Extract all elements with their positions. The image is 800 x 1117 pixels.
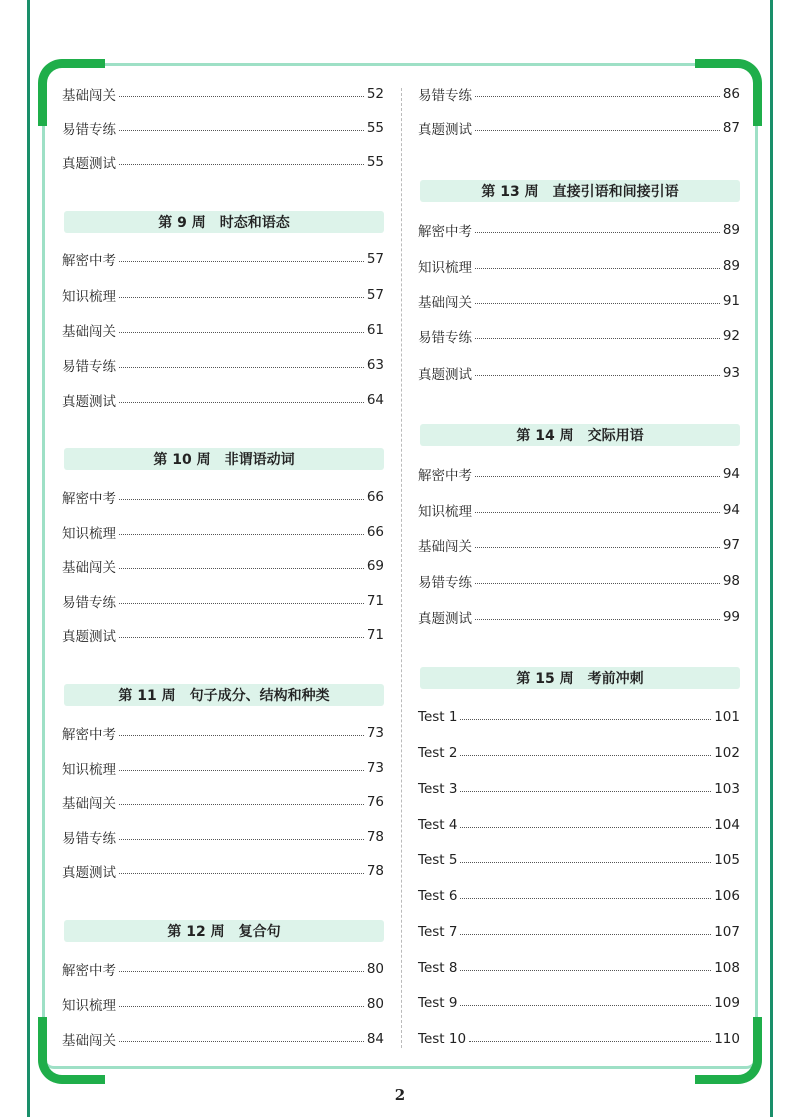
toc-entry (62, 355, 384, 375)
toc-entry-page: 94 (722, 502, 740, 518)
toc-dot-leader (119, 603, 364, 604)
toc-dot-leader (475, 547, 720, 548)
section-week-number: 第 13 周 (481, 184, 539, 200)
toc-entry-page: 97 (722, 537, 740, 553)
toc-dot-leader (119, 367, 364, 368)
toc-entry-page: 76 (366, 794, 384, 810)
toc-entry-page: 103 (714, 781, 740, 797)
toc-dot-leader (119, 164, 364, 165)
toc-dot-leader (119, 499, 364, 500)
section-header (420, 424, 740, 446)
toc-entry (418, 256, 740, 276)
toc-entry (418, 1029, 740, 1049)
toc-entry-label: 解密中考 (62, 963, 116, 979)
toc-entry-label: 基础闯关 (62, 324, 116, 340)
toc-entry (418, 779, 740, 799)
toc-entry-page: 92 (722, 328, 740, 344)
toc-entry-page: 64 (366, 392, 384, 408)
toc-dot-leader (475, 476, 720, 477)
toc-entry-page: 73 (366, 725, 384, 741)
toc-entry-label: Test 6 (418, 888, 458, 904)
toc-entry-label: 易错专练 (418, 575, 472, 591)
toc-entry (62, 792, 384, 812)
toc-entry-label: Test 4 (418, 817, 458, 833)
section-header (64, 920, 384, 942)
toc-entry-page: 66 (366, 489, 384, 505)
toc-dot-leader (119, 332, 364, 333)
toc-entry (418, 220, 740, 240)
toc-entry (62, 320, 384, 340)
toc-dot-leader (460, 970, 711, 971)
toc-entry (62, 758, 384, 778)
toc-entry-page: 101 (714, 709, 740, 725)
section-title: 交际用语 (587, 428, 644, 444)
toc-entry-label: 基础闯关 (418, 295, 472, 311)
toc-entry-page: 78 (366, 829, 384, 845)
toc-entry (418, 571, 740, 591)
toc-entry (62, 118, 384, 138)
toc-dot-leader (460, 719, 711, 720)
toc-entry-page: 63 (366, 357, 384, 373)
toc-entry (62, 249, 384, 269)
toc-dot-leader (475, 375, 720, 376)
section-title: 考前冲刺 (587, 671, 644, 687)
toc-entry (62, 959, 384, 979)
toc-dot-leader (475, 303, 720, 304)
page-number: 2 (394, 1086, 406, 1104)
toc-dot-leader (119, 873, 364, 874)
toc-dot-leader (119, 261, 364, 262)
frame-corner-bottom-right (695, 1017, 762, 1084)
toc-dot-leader (119, 770, 364, 771)
toc-dot-leader (119, 1041, 364, 1042)
toc-entry (62, 487, 384, 507)
toc-entry-page: 57 (366, 287, 384, 303)
toc-dot-leader (119, 130, 364, 131)
toc-entry (62, 522, 384, 542)
toc-dot-leader (119, 1006, 364, 1007)
toc-dot-leader (119, 839, 364, 840)
toc-dot-leader (119, 534, 364, 535)
toc-entry-label: 解密中考 (62, 253, 116, 269)
toc-entry (62, 723, 384, 743)
toc-entry (418, 363, 740, 383)
toc-entry-label: Test 10 (418, 1031, 467, 1047)
toc-dot-leader (475, 338, 720, 339)
toc-entry-label: 易错专练 (418, 88, 472, 104)
toc-entry-page: 98 (722, 573, 740, 589)
toc-dot-leader (119, 637, 364, 638)
toc-dot-leader (460, 934, 711, 935)
toc-entry-label: 易错专练 (62, 122, 116, 138)
toc-entry-label: 易错专练 (62, 595, 116, 611)
toc-dot-leader (460, 791, 711, 792)
toc-entry-page: 55 (366, 154, 384, 170)
toc-entry-label: 知识梳理 (418, 504, 472, 520)
section-week-number: 第 15 周 (516, 671, 574, 687)
toc-entry (62, 84, 384, 104)
toc-entry-label: Test 8 (418, 960, 458, 976)
frame-corner-bottom-left (38, 1017, 105, 1084)
toc-entry (62, 994, 384, 1014)
toc-entry (62, 390, 384, 410)
page-edge-left (27, 0, 30, 1117)
toc-dot-leader (119, 971, 364, 972)
section-header (64, 684, 384, 706)
toc-entry-label: 知识梳理 (418, 260, 472, 276)
section-header (64, 448, 384, 470)
toc-entry-page: 94 (722, 466, 740, 482)
toc-entry (418, 326, 740, 346)
section-week-number: 第 12 周 (167, 924, 225, 940)
toc-entry-label: 真题测试 (62, 865, 116, 881)
toc-entry-page: 110 (714, 1031, 740, 1047)
section-title: 直接引语和间接引语 (552, 184, 679, 200)
toc-dot-leader (475, 619, 720, 620)
toc-entry-page: 55 (366, 120, 384, 136)
section-title: 句子成分、结构和种类 (189, 688, 330, 704)
toc-entry-label: 知识梳理 (62, 526, 116, 542)
toc-entry (418, 886, 740, 906)
section-week-number: 第 14 周 (516, 428, 574, 444)
toc-dot-leader (460, 1005, 711, 1006)
toc-entry-label: Test 5 (418, 852, 458, 868)
section-header (420, 667, 740, 689)
toc-entry (62, 152, 384, 172)
toc-dot-leader (475, 512, 720, 513)
toc-entry-label: 知识梳理 (62, 762, 116, 778)
page-edge-right (770, 0, 773, 1117)
column-divider (401, 88, 402, 1048)
toc-entry (418, 993, 740, 1013)
toc-entry-page: 89 (722, 222, 740, 238)
toc-dot-leader (119, 402, 364, 403)
toc-entry-page: 73 (366, 760, 384, 776)
toc-entry-label: 真题测试 (62, 394, 116, 410)
toc-dot-leader (475, 96, 720, 97)
toc-entry-page: 93 (722, 365, 740, 381)
toc-entry-label: 真题测试 (62, 629, 116, 645)
toc-entry-label: 基础闯关 (62, 560, 116, 576)
toc-entry-label: 真题测试 (418, 367, 472, 383)
section-week-number: 第 9 周 (158, 215, 206, 231)
toc-entry-label: 基础闯关 (418, 539, 472, 555)
toc-entry-page: 71 (366, 593, 384, 609)
toc-entry-label: 知识梳理 (62, 289, 116, 305)
toc-entry-page: 52 (366, 86, 384, 102)
toc-entry (62, 861, 384, 881)
toc-dot-leader (475, 268, 720, 269)
toc-entry (418, 815, 740, 835)
toc-dot-leader (460, 827, 711, 828)
toc-entry (418, 464, 740, 484)
toc-dot-leader (119, 804, 364, 805)
toc-entry-page: 84 (366, 1031, 384, 1047)
toc-entry-label: 真题测试 (62, 156, 116, 172)
toc-entry-page: 61 (366, 322, 384, 338)
toc-entry (62, 285, 384, 305)
toc-entry-page: 91 (722, 293, 740, 309)
toc-entry-label: 解密中考 (62, 491, 116, 507)
toc-entry (418, 958, 740, 978)
toc-entry (418, 291, 740, 311)
toc-entry-label: Test 1 (418, 709, 458, 725)
toc-entry-page: 106 (714, 888, 740, 904)
section-title: 非谓语动词 (224, 452, 295, 468)
toc-entry-page: 107 (714, 924, 740, 940)
toc-entry (62, 827, 384, 847)
toc-dot-leader (460, 898, 711, 899)
toc-entry-page: 108 (714, 960, 740, 976)
toc-entry (418, 850, 740, 870)
toc-entry-page: 57 (366, 251, 384, 267)
toc-entry (418, 118, 740, 138)
toc-entry (62, 625, 384, 645)
toc-entry-page: 99 (722, 609, 740, 625)
section-title: 复合句 (238, 924, 281, 940)
toc-entry (418, 84, 740, 104)
toc-entry-page: 80 (366, 996, 384, 1012)
toc-dot-leader (460, 862, 711, 863)
toc-entry-page: 66 (366, 524, 384, 540)
toc-dot-leader (119, 735, 364, 736)
toc-entry-label: 基础闯关 (62, 88, 116, 104)
toc-entry-label: 解密中考 (62, 727, 116, 743)
toc-entry-page: 105 (714, 852, 740, 868)
section-week-number: 第 10 周 (153, 452, 211, 468)
toc-entry-page: 87 (722, 120, 740, 136)
toc-entry-label: 易错专练 (418, 330, 472, 346)
section-header (420, 180, 740, 202)
toc-dot-leader (460, 755, 711, 756)
toc-entry-page: 104 (714, 817, 740, 833)
toc-entry-label: 真题测试 (418, 611, 472, 627)
toc-entry-page: 69 (366, 558, 384, 574)
toc-entry (62, 1029, 384, 1049)
toc-entry-page: 71 (366, 627, 384, 643)
toc-entry-page: 86 (722, 86, 740, 102)
toc-entry (418, 922, 740, 942)
toc-entry-label: Test 7 (418, 924, 458, 940)
toc-entry (62, 556, 384, 576)
toc-dot-leader (119, 297, 364, 298)
toc-entry-page: 109 (714, 995, 740, 1011)
toc-entry (418, 500, 740, 520)
toc-entry-page: 78 (366, 863, 384, 879)
toc-dot-leader (119, 96, 364, 97)
toc-entry-label: 知识梳理 (62, 998, 116, 1014)
toc-entry (418, 535, 740, 555)
section-week-number: 第 11 周 (118, 688, 176, 704)
toc-entry-label: 解密中考 (418, 224, 472, 240)
toc-entry-label: 易错专练 (62, 831, 116, 847)
toc-entry-label: 真题测试 (418, 122, 472, 138)
toc-entry-page: 89 (722, 258, 740, 274)
toc-dot-leader (475, 232, 720, 233)
toc-dot-leader (469, 1041, 711, 1042)
toc-entry-label: Test 2 (418, 745, 458, 761)
toc-entry-label: 易错专练 (62, 359, 116, 375)
toc-entry-label: Test 9 (418, 995, 458, 1011)
toc-entry-page: 102 (714, 745, 740, 761)
toc-entry-label: Test 3 (418, 781, 458, 797)
section-header (64, 211, 384, 233)
toc-entry-label: 解密中考 (418, 468, 472, 484)
toc-entry (62, 591, 384, 611)
toc-entry (418, 607, 740, 627)
toc-entry-label: 基础闯关 (62, 796, 116, 812)
toc-entry-label: 基础闯关 (62, 1033, 116, 1049)
toc-dot-leader (119, 568, 364, 569)
section-title: 时态和语态 (219, 215, 290, 231)
toc-dot-leader (475, 583, 720, 584)
toc-entry (418, 743, 740, 763)
toc-entry-page: 80 (366, 961, 384, 977)
toc-entry (418, 707, 740, 727)
toc-dot-leader (475, 130, 720, 131)
